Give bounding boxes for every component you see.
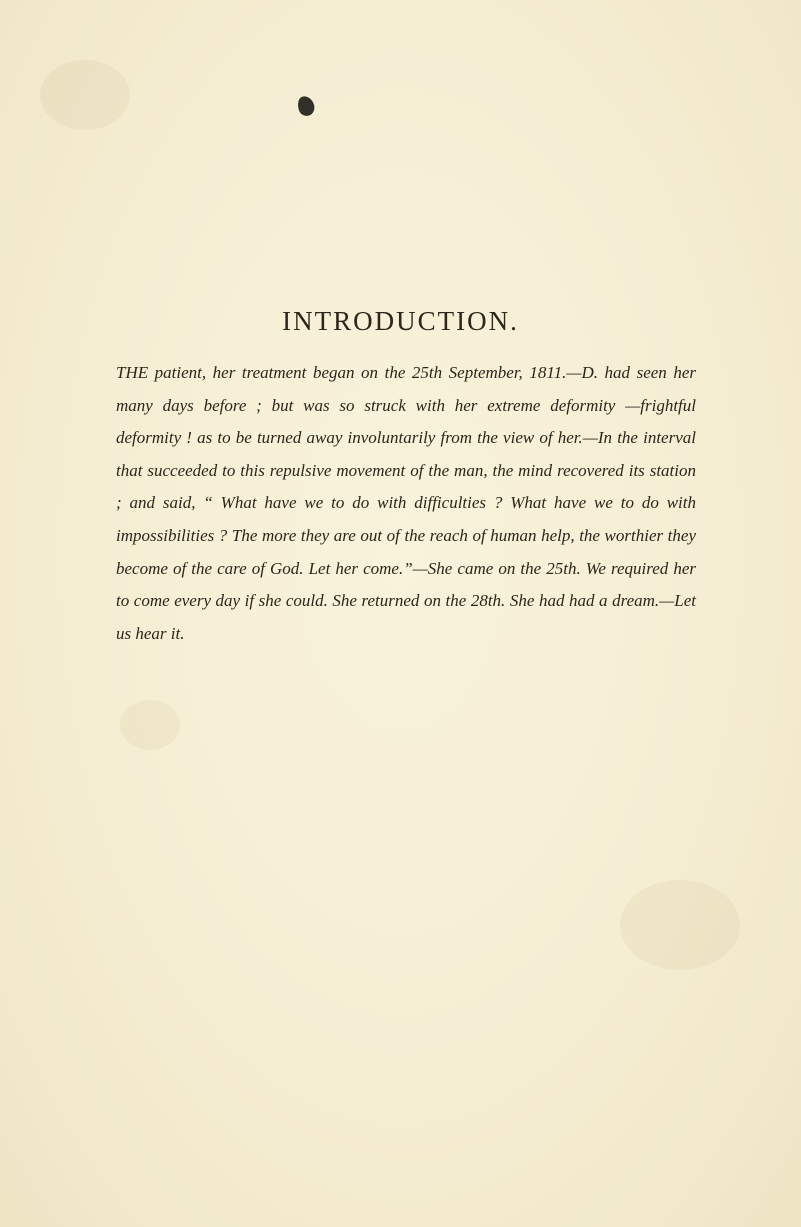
paper-stain	[620, 880, 740, 970]
paper-stain	[40, 60, 130, 130]
ink-blot-mark	[295, 94, 316, 118]
paper-stain	[120, 700, 180, 750]
page-title: INTRODUCTION.	[282, 306, 519, 336]
body-paragraph: THE patient, her treatment began on the 25th September, 1811.—D. had seen her many days before ; but was so struck with her extreme deformity —frightful deformity ! as to be turned away involuntarily from the view of her.—In the interval that succeeded to this repulsive movement of the man, the mind recovered its station ; and said, “ What have we to do with difficulties ? What have we to do with impossibilities ? The more they are out of the reach of human help, the worthier they become of the care of God. Let her come.”—She came on the 25th. We required her to come every day if she could. She returned on the 28th. She had had a dream.—Let us hear it.	[116, 363, 696, 643]
